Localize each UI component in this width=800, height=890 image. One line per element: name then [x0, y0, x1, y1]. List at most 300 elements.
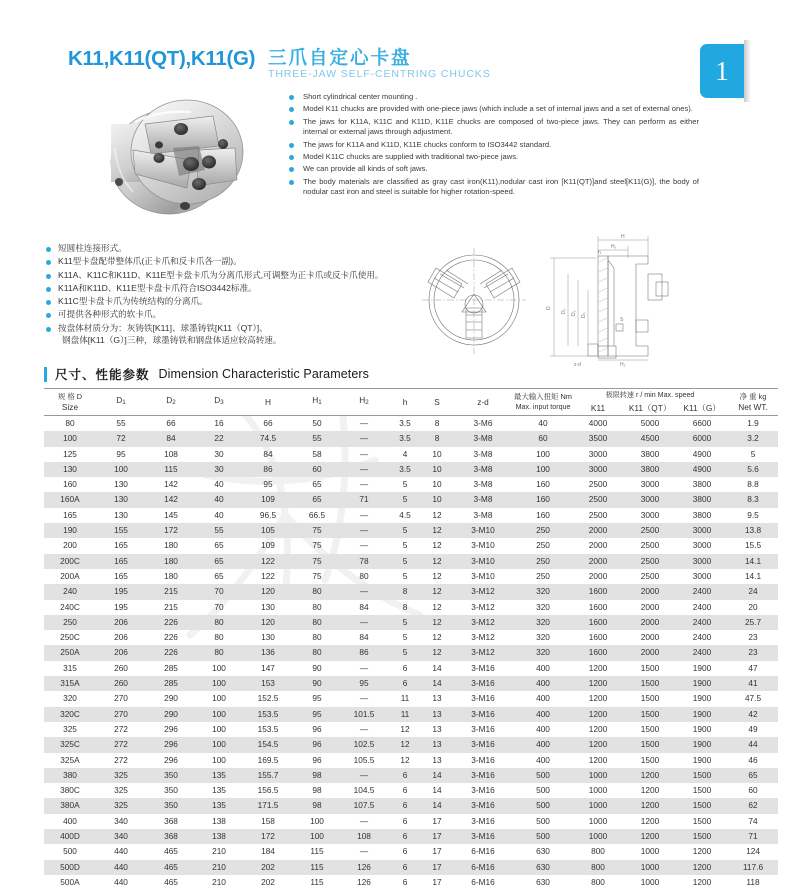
- table-cell: 80: [294, 584, 340, 599]
- svg-text:z-d: z-d: [574, 362, 581, 368]
- table-cell: 380A: [44, 798, 96, 813]
- table-cell: 12: [422, 569, 452, 584]
- table-cell: 135: [196, 798, 242, 813]
- table-cell: 1600: [572, 645, 624, 660]
- table-cell: 1200: [572, 707, 624, 722]
- table-cell: 40: [196, 508, 242, 523]
- table-cell: 75: [294, 569, 340, 584]
- table-cell: 160: [514, 492, 572, 507]
- feature-en-1: [289, 92, 699, 102]
- feature-cn-3-text: K11A、K11C和K11D、K11E型卡盘卡爪为分离爪形式,可调整为正卡爪或反卡爪使用。: [58, 270, 384, 280]
- table-cell: 3-M16: [452, 798, 514, 813]
- model-codes: K11,K11(QT),K11(G): [68, 47, 255, 71]
- table-cell: 800: [572, 844, 624, 859]
- table-cell: 65: [294, 492, 340, 507]
- table-cell: 1200: [624, 814, 676, 829]
- table-cell: —: [340, 661, 388, 676]
- table-cell: 3-M8: [452, 447, 514, 462]
- col-zd-label: z-d: [477, 397, 489, 407]
- table-cell: 100: [196, 661, 242, 676]
- table-cell: 2000: [572, 538, 624, 553]
- table-cell: 1900: [676, 707, 728, 722]
- table-cell: 195: [96, 600, 146, 615]
- table-cell: 147: [242, 661, 294, 676]
- table-cell: 145: [146, 508, 196, 523]
- table-cell: 4900: [676, 447, 728, 462]
- table-cell: 320: [514, 600, 572, 615]
- table-cell: 440: [96, 860, 146, 875]
- table-cell: —: [340, 462, 388, 477]
- table-cell: 80: [294, 630, 340, 645]
- table-cell: 3000: [624, 492, 676, 507]
- table-cell: 55: [196, 523, 242, 538]
- table-cell: 60: [514, 431, 572, 446]
- feature-en-4: [289, 140, 699, 150]
- col-zd: [452, 389, 514, 416]
- table-cell: 2000: [572, 554, 624, 569]
- svg-text:H₂: H₂: [620, 362, 626, 368]
- table-cell: 14: [422, 676, 452, 691]
- table-cell: 3-M16: [452, 737, 514, 752]
- table-cell: 14: [422, 768, 452, 783]
- table-cell: 80: [294, 615, 340, 630]
- svg-text:D₁: D₁: [561, 308, 567, 314]
- table-cell: 122: [242, 554, 294, 569]
- table-cell: 1200: [572, 661, 624, 676]
- table-row: [44, 584, 778, 599]
- table-cell: 130: [242, 600, 294, 615]
- table-cell: 500A: [44, 875, 96, 890]
- table-cell: 325A: [44, 753, 96, 768]
- bullet-icon: [46, 287, 51, 292]
- table-cell: 100: [196, 707, 242, 722]
- feature-cn-4: [46, 283, 401, 295]
- col-d1-sub: 1: [122, 399, 125, 406]
- table-cell: 400: [514, 707, 572, 722]
- table-cell: 101.5: [340, 707, 388, 722]
- col-hh: [388, 389, 422, 416]
- table-cell: 1000: [572, 829, 624, 844]
- table-cell: 3-M16: [452, 768, 514, 783]
- table-cell: 13: [422, 737, 452, 752]
- table-cell: 3000: [624, 508, 676, 523]
- table-row: [44, 462, 778, 477]
- table-cell: 400: [514, 722, 572, 737]
- table-cell: 100: [196, 676, 242, 691]
- table-cell: 160: [514, 477, 572, 492]
- table-cell: 3-M16: [452, 814, 514, 829]
- table-cell: 500: [44, 844, 96, 859]
- bullet-icon: [46, 247, 51, 252]
- table-cell: 6-M16: [452, 860, 514, 875]
- table-row: [44, 798, 778, 813]
- table-cell: 70: [196, 600, 242, 615]
- table-cell: —: [340, 691, 388, 706]
- table-cell: 320: [514, 615, 572, 630]
- col-h1: [294, 389, 340, 416]
- table-cell: 74: [728, 814, 778, 829]
- table-cell: 240C: [44, 600, 96, 615]
- table-cell: 3-M8: [452, 492, 514, 507]
- table-cell: 138: [196, 814, 242, 829]
- table-cell: 100: [196, 722, 242, 737]
- table-cell: 1500: [676, 814, 728, 829]
- table-cell: 6: [388, 783, 422, 798]
- bullet-icon: [46, 313, 51, 318]
- table-cell: 226: [146, 630, 196, 645]
- table-cell: 23: [728, 645, 778, 660]
- feature-cn-1: [46, 243, 401, 255]
- table-cell: 90: [294, 661, 340, 676]
- table-cell: 8.8: [728, 477, 778, 492]
- table-cell: 12: [388, 753, 422, 768]
- table-cell: 4.5: [388, 508, 422, 523]
- table-cell: 5: [388, 538, 422, 553]
- table-cell: 320: [514, 630, 572, 645]
- table-cell: 40: [196, 492, 242, 507]
- table-cell: 5: [388, 477, 422, 492]
- table-row: [44, 860, 778, 875]
- table-cell: 80: [196, 630, 242, 645]
- table-cell: 2400: [676, 600, 728, 615]
- col-h-label: H: [265, 397, 271, 407]
- bullet-icon: [46, 300, 51, 305]
- table-cell: 60: [728, 783, 778, 798]
- feature-en-1-text: Short cylindrical center mounting .: [303, 92, 417, 101]
- table-cell: 1200: [676, 860, 728, 875]
- table-cell: 1600: [572, 630, 624, 645]
- table-cell: 270: [96, 707, 146, 722]
- table-cell: 17: [422, 860, 452, 875]
- table-cell: 400: [514, 753, 572, 768]
- table-cell: 115: [294, 860, 340, 875]
- feature-en-5-text: Model K11C chucks are supplied with traditional two-piece jaws.: [303, 152, 518, 161]
- table-cell: 4000: [572, 416, 624, 432]
- table-cell: 160: [44, 477, 96, 492]
- table-cell: 135: [196, 768, 242, 783]
- table-cell: 12: [422, 523, 452, 538]
- table-cell: 5000: [624, 416, 676, 432]
- table-row: [44, 615, 778, 630]
- table-cell: 115: [294, 844, 340, 859]
- table-cell: 202: [242, 875, 294, 890]
- table-cell: 5: [388, 523, 422, 538]
- table-cell: 1500: [624, 691, 676, 706]
- table-body: [44, 416, 778, 890]
- table-cell: 60: [294, 462, 340, 477]
- table-cell: 90: [294, 676, 340, 691]
- table-cell: 3800: [676, 492, 728, 507]
- table-cell: 340: [96, 829, 146, 844]
- table-cell: 400: [514, 691, 572, 706]
- section-heading-en: Dimension Characteristic Parameters: [159, 367, 370, 381]
- table-cell: 380: [44, 768, 96, 783]
- table-cell: 260: [96, 676, 146, 691]
- table-cell: 630: [514, 860, 572, 875]
- table-cell: 105.5: [340, 753, 388, 768]
- table-cell: —: [340, 722, 388, 737]
- table-cell: 215: [146, 600, 196, 615]
- table-cell: 368: [146, 814, 196, 829]
- table-cell: 5: [388, 645, 422, 660]
- table-row: [44, 416, 778, 432]
- col-h2-sub: 2: [365, 399, 368, 406]
- table-cell: 17: [422, 814, 452, 829]
- table-cell: 3-M12: [452, 584, 514, 599]
- page-tab-shadow: [744, 40, 751, 102]
- product-title-en: THREE-JAW SELF-CENTRING CHUCKS: [268, 68, 491, 80]
- table-cell: 3-M16: [452, 722, 514, 737]
- table-row: [44, 875, 778, 890]
- table-cell: 40: [196, 477, 242, 492]
- table-cell: 62: [728, 798, 778, 813]
- table-cell: 296: [146, 722, 196, 737]
- table-cell: 296: [146, 737, 196, 752]
- table-cell: 107.5: [340, 798, 388, 813]
- table-cell: 340: [96, 814, 146, 829]
- table-cell: 5: [728, 447, 778, 462]
- table-cell: 12: [422, 630, 452, 645]
- table-cell: 350: [146, 768, 196, 783]
- product-title-cn: 三爪自定心卡盘: [268, 44, 412, 70]
- table-row: [44, 844, 778, 859]
- feature-cn-1-text: 短圆柱连接形式。: [58, 243, 127, 253]
- table-cell: 125: [44, 447, 96, 462]
- table-cell: 20: [728, 600, 778, 615]
- table-cell: 1200: [572, 676, 624, 691]
- table-cell: 130: [96, 492, 146, 507]
- table-cell: 325: [96, 783, 146, 798]
- table-cell: 3-M10: [452, 523, 514, 538]
- table-cell: 250: [44, 615, 96, 630]
- table-cell: 2500: [624, 538, 676, 553]
- table-cell: 3-M8: [452, 462, 514, 477]
- table-cell: 6: [388, 844, 422, 859]
- table-cell: 206: [96, 630, 146, 645]
- table-cell: 320: [44, 691, 96, 706]
- table-cell: 84: [340, 630, 388, 645]
- table-cell: 325C: [44, 737, 96, 752]
- table-cell: 1900: [676, 722, 728, 737]
- table-cell: 210: [196, 875, 242, 890]
- table-cell: 65: [728, 768, 778, 783]
- table-row: [44, 538, 778, 553]
- table-cell: 1500: [624, 676, 676, 691]
- table-cell: 260: [96, 661, 146, 676]
- table-cell: 130: [44, 462, 96, 477]
- table-cell: 10: [422, 447, 452, 462]
- table-cell: 100: [294, 829, 340, 844]
- table-cell: 155: [96, 523, 146, 538]
- table-cell: 500: [514, 798, 572, 813]
- table-cell: 12: [422, 584, 452, 599]
- table-cell: —: [340, 768, 388, 783]
- table-cell: 78: [340, 554, 388, 569]
- table-cell: 1000: [624, 844, 676, 859]
- table-cell: 142: [146, 477, 196, 492]
- table-cell: 96.5: [242, 508, 294, 523]
- table-cell: 1500: [624, 753, 676, 768]
- table-cell: 95: [96, 447, 146, 462]
- table-cell: 500D: [44, 860, 96, 875]
- table-cell: 109: [242, 538, 294, 553]
- table-cell: 66.5: [294, 508, 340, 523]
- table-cell: 250A: [44, 645, 96, 660]
- table-cell: 117.6: [728, 860, 778, 875]
- table-cell: 3000: [572, 447, 624, 462]
- table-cell: 630: [514, 844, 572, 859]
- table-cell: 350: [146, 783, 196, 798]
- table-cell: 250: [514, 538, 572, 553]
- table-cell: 8: [388, 600, 422, 615]
- feature-en-7: [289, 177, 699, 198]
- section-view-drawing: [536, 228, 732, 368]
- table-cell: 2500: [624, 523, 676, 538]
- table-cell: 3-M16: [452, 829, 514, 844]
- table-row: [44, 661, 778, 676]
- table-cell: 1200: [676, 844, 728, 859]
- table-cell: 42: [728, 707, 778, 722]
- table-cell: 153.5: [242, 707, 294, 722]
- bullet-icon: [289, 107, 294, 112]
- bullet-icon: [46, 274, 51, 279]
- table-cell: 118: [728, 875, 778, 890]
- table-cell: 290: [146, 691, 196, 706]
- table-cell: 2000: [624, 600, 676, 615]
- table-cell: 8: [388, 584, 422, 599]
- table-cell: 172: [146, 523, 196, 538]
- table-cell: 180: [146, 554, 196, 569]
- table-cell: 5.6: [728, 462, 778, 477]
- feature-cn-7-line1: 按盘体材质分为：灰铸铁[K11]、球墨铸铁[K11（QT）]、: [58, 323, 268, 333]
- table-cell: 55: [96, 416, 146, 432]
- front-view-drawing: [398, 238, 558, 364]
- table-cell: 440: [96, 875, 146, 890]
- table-cell: 2500: [624, 569, 676, 584]
- table-cell: 172: [242, 829, 294, 844]
- col-h2-label: H: [359, 395, 365, 405]
- table-cell: 180: [146, 538, 196, 553]
- table-cell: 6000: [676, 431, 728, 446]
- table-cell: 13: [422, 691, 452, 706]
- table-row: [44, 814, 778, 829]
- table-cell: 12: [388, 722, 422, 737]
- table-cell: 1500: [676, 783, 728, 798]
- table-cell: 380C: [44, 783, 96, 798]
- table-cell: 3-M16: [452, 753, 514, 768]
- feature-cn-5: [46, 296, 401, 308]
- table-cell: 3-M8: [452, 431, 514, 446]
- svg-text:h: h: [598, 250, 601, 256]
- table-cell: 3-M16: [452, 707, 514, 722]
- table-cell: 325: [44, 722, 96, 737]
- table-cell: 160: [514, 508, 572, 523]
- table-cell: 5: [388, 569, 422, 584]
- svg-text:D₃: D₃: [581, 312, 587, 318]
- col-h: [242, 389, 294, 416]
- table-cell: 250C: [44, 630, 96, 645]
- table-cell: 142: [146, 492, 196, 507]
- col-size-cn: 规 格 D: [44, 392, 96, 403]
- table-cell: —: [340, 615, 388, 630]
- table-cell: 3-M10: [452, 569, 514, 584]
- table-cell: 2400: [676, 630, 728, 645]
- table-cell: 154.5: [242, 737, 294, 752]
- table-cell: 10: [422, 462, 452, 477]
- table-cell: 15.5: [728, 538, 778, 553]
- table-cell: 400D: [44, 829, 96, 844]
- feature-cn-2-text: K11型卡盘配带整体爪(正卡爪和反卡爪各一副)。: [58, 256, 242, 266]
- table-cell: 3-M16: [452, 676, 514, 691]
- table-cell: 3-M16: [452, 691, 514, 706]
- svg-text:D₂: D₂: [571, 310, 577, 316]
- table-cell: 155.7: [242, 768, 294, 783]
- table-cell: 1200: [624, 768, 676, 783]
- table-cell: 3-M8: [452, 477, 514, 492]
- table-cell: 17: [422, 829, 452, 844]
- table-cell: 2000: [572, 523, 624, 538]
- table-cell: 22: [196, 431, 242, 446]
- col-torque: [514, 389, 572, 416]
- table-cell: 1200: [572, 691, 624, 706]
- table-row: [44, 768, 778, 783]
- table-cell: 2000: [624, 645, 676, 660]
- table-row: [44, 737, 778, 752]
- table-cell: 95: [294, 691, 340, 706]
- table-cell: 95: [340, 676, 388, 691]
- table-cell: 115: [146, 462, 196, 477]
- table-cell: —: [340, 814, 388, 829]
- table-cell: 47.5: [728, 691, 778, 706]
- table-cell: 80: [294, 600, 340, 615]
- feature-en-4-text: The jaws for K11A and K11D, K11E chucks conform to ISO3442 standard.: [303, 140, 551, 149]
- table-cell: 200A: [44, 569, 96, 584]
- table-cell: 1000: [572, 783, 624, 798]
- table-cell: 130: [96, 477, 146, 492]
- table-row: [44, 630, 778, 645]
- table-cell: 74.5: [242, 431, 294, 446]
- table-cell: 296: [146, 753, 196, 768]
- table-cell: 1200: [572, 753, 624, 768]
- table-cell: —: [340, 416, 388, 432]
- table-cell: 71: [728, 829, 778, 844]
- table-cell: 1200: [624, 798, 676, 813]
- table-cell: 315A: [44, 676, 96, 691]
- bullet-icon: [46, 327, 51, 332]
- table-cell: 1.9: [728, 416, 778, 432]
- table-cell: 3.2: [728, 431, 778, 446]
- table-head: [44, 389, 778, 416]
- feature-cn-6: [46, 309, 401, 321]
- feature-en-2: [289, 104, 699, 114]
- table-cell: 5: [388, 630, 422, 645]
- table-cell: 3000: [624, 477, 676, 492]
- table-cell: 12: [422, 645, 452, 660]
- table-row: [44, 645, 778, 660]
- table-cell: 6-M16: [452, 844, 514, 859]
- feature-en-6: [289, 164, 699, 174]
- table-cell: 9.5: [728, 508, 778, 523]
- table-cell: 100: [294, 814, 340, 829]
- table-cell: 3-M12: [452, 645, 514, 660]
- table-cell: 95: [294, 707, 340, 722]
- table-cell: 158: [242, 814, 294, 829]
- table-cell: 2000: [624, 615, 676, 630]
- table-cell: 17: [422, 844, 452, 859]
- table-cell: 135: [196, 783, 242, 798]
- table-cell: 6: [388, 676, 422, 691]
- table-cell: 96: [294, 753, 340, 768]
